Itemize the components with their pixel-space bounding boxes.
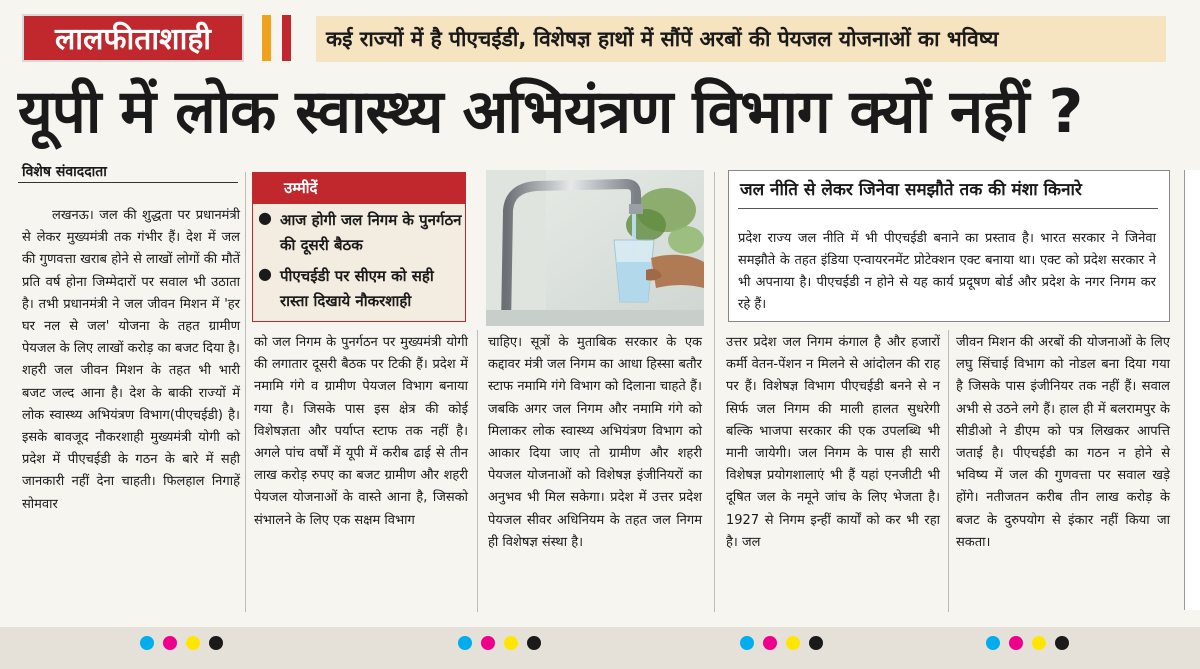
registration-dot-black bbox=[1055, 636, 1069, 650]
headline: यूपी में लोक स्वास्थ्य अभियंत्रण विभाग क्यों नहीं ? bbox=[18, 77, 1083, 147]
column-divider bbox=[245, 172, 246, 612]
column-divider bbox=[714, 172, 715, 612]
registration-dot-cyan bbox=[986, 636, 1000, 650]
adjacent-article-edge bbox=[1184, 170, 1200, 610]
column-divider bbox=[948, 330, 949, 612]
registration-dot-black bbox=[809, 636, 823, 650]
highlight-item-text: आज होगी जल निगम के पुनर्गठन की दूसरी बैठक bbox=[279, 211, 462, 254]
highlight-title: उम्मीदें bbox=[252, 172, 466, 204]
article-column-1: लखनऊ। जल की शुद्धता पर प्रधानमंत्री से लेकर मुख्यमंत्री तक गंभीर हैं। देश में जल की गुणवत्ता खराब होने से लाखों लोगों की मौतें प्रति वर्ष होना जिम्मेदारों पर सवाल भी उठाता है। तभी प्रधानमंत्री ने जल जीवन मिशन में 'हर घर नल से जल' योजना के तहत ग्रामीण पेयजल के लिए लाखों करोड़ का बजट दिया है। शहरी जल जीवन मिशन के तहत भी भारी बजट जल्द आना है। देश के बाकी राज्यों में लोक स्वास्थ्य अभियंत्रण विभाग(पीएचईडी) है। इसके बावजूद नौकरशाही मुख्यमंत्री योगी को प्रदेश में पीएचईडी के गठन के बारे में सही जानकारी नहीं देना चाहती। फिलहाल निगाहें सोमवार bbox=[22, 208, 240, 512]
article-column-3: चाहिए। सूत्रों के मुताबिक सरकार के एक कद्दावर मंत्री जल निगम का आधा हिस्सा बतौर स्टाफ नमामि गंगे विभाग को दिलाना चाहते हैं। जबकि अगर जल निगम और नमामि गंगे को मिलाकर लोक स्वास्थ्य अभियंत्रण विभाग को आकार दिया जाए तो ग्रामीण और शहरी पेयजल योजनाओं को विशेषज्ञ इंजीनियरों का अनुभव भी मिल सकेगा। प्रदेश में उत्तर प्रदेश पेयजल सीवर अधिनियम के तहत जल निगम ही विशेषज्ञ संस्था है। bbox=[488, 335, 702, 550]
kicker-strap: कई राज्यों में है पीएचईडी, विशेषज्ञ हाथों में सौंपें अरबों की पेयजल योजनाओं का भविष्य bbox=[316, 16, 1166, 62]
registration-dot-magenta bbox=[163, 636, 177, 650]
highlight-item bbox=[258, 264, 463, 314]
article-column-2: को जल निगम के पुनर्गठन पर मुख्यमंत्री योगी की लगातार दूसरी बैठक पर टिकी हैं। प्रदेश में नमामि गंगे व ग्रामीण पेयजल विभाग बनाया गया है। जिसके पास इस क्षेत्र की कोई विशेषज्ञता और पर्याप्त स्टाफ तक नहीं है। अगले पांच वर्षों में यूपी में करीब ढाई से तीन लाख करोड़ रुपए का बजट ग्रामीण और शहरी पेयजल योजनाओं के वास्ते आना है, जिसको संभालने के लिए एक सक्षम विभाग bbox=[254, 335, 468, 528]
water-glass-tap-photo bbox=[486, 170, 704, 326]
highlight-list bbox=[258, 208, 463, 314]
side-box-title: जल नीति से लेकर जिनेवा समझौते तक की मंशा किनारे bbox=[740, 180, 1082, 200]
side-box-rule bbox=[738, 208, 1158, 209]
bullet-icon: ● bbox=[258, 208, 272, 227]
registration-dot-cyan bbox=[140, 636, 154, 650]
section-label: लालफीताशाही bbox=[22, 14, 244, 62]
highlight-item bbox=[258, 208, 463, 258]
registration-dot-cyan bbox=[740, 636, 754, 650]
registration-dot-yellow bbox=[786, 636, 800, 650]
registration-dot-yellow bbox=[1032, 636, 1046, 650]
registration-dot-magenta bbox=[763, 636, 777, 650]
side-box-text: प्रदेश राज्य जल नीति में भी पीएचईडी बनाने का प्रस्ताव है। भारत सरकार ने जिनेवा समझौते के तहत इंडिया एन्वायरनमेंट प्रोटेक्शन एक्ट बनाया था। एक्ट को प्रदेश सरकार ने भी अपनाया है। पीएचईडी न होने से यह कार्य प्रदूषण बोर्ड और प्रदेश के नगर निगम कर रहे हैं। bbox=[738, 231, 1156, 312]
accent-bar-red bbox=[282, 15, 291, 61]
accent-bar-orange bbox=[262, 15, 271, 61]
highlight-item-text: पीएचईडी पर सीएम को सही रास्ता दिखाये नौकरशाही bbox=[279, 267, 434, 310]
byline-rule bbox=[18, 182, 238, 183]
registration-dot-yellow bbox=[186, 636, 200, 650]
registration-dot-black bbox=[209, 636, 223, 650]
article-column-5: जीवन मिशन की अरबों की योजनाओं के लिए लघु सिंचाई विभाग को नोडल बना दिया गया है जिसके पास इंजीनियर तक नहीं हैं। सवाल अभी से उठने लगे हैं। हाल ही में बलरामपुर के सीडीओ ने डीएम को पत्र लिखकर आपत्ति जताई है। पीएचईडी का गठन न होने से भविष्य में जल की गुणवत्ता पर सवाल खड़े होंगे। नतीजतन करीब तीन लाख करोड़ के बजट के दुरुपयोग से इंकार नहीं किया जा सकता। bbox=[956, 335, 1170, 550]
registration-dot-magenta bbox=[1009, 636, 1023, 650]
registration-dot-black bbox=[527, 636, 541, 650]
article-column-4: उत्तर प्रदेश जल निगम कंगाल है और हजारों कर्मी वेतन-पेंशन न मिलने से आंदोलन की राह पर हैं। विशेषज्ञ विभाग पीएचईडी बनने से न सिर्फ जल निगम की माली हालत सुधरेगी बल्कि भाजपा सरकार की एक उपलब्धि भी मानी जायेगी। जल निगम के पास ही सारी विशेषज्ञ प्रयोगशालाएं भी हैं यहां एनजीटी भी दूषित जल के नमूने जांच के लिए भेजता है। 1927 से निगम इन्हीं कार्यों को कर भी रहा है। जल bbox=[726, 335, 940, 550]
registration-dot-yellow bbox=[504, 636, 518, 650]
bullet-icon: ● bbox=[258, 264, 272, 283]
column-divider bbox=[477, 330, 478, 612]
registration-dot-cyan bbox=[458, 636, 472, 650]
registration-dot-magenta bbox=[481, 636, 495, 650]
byline: विशेष संवाददाता bbox=[22, 164, 107, 180]
